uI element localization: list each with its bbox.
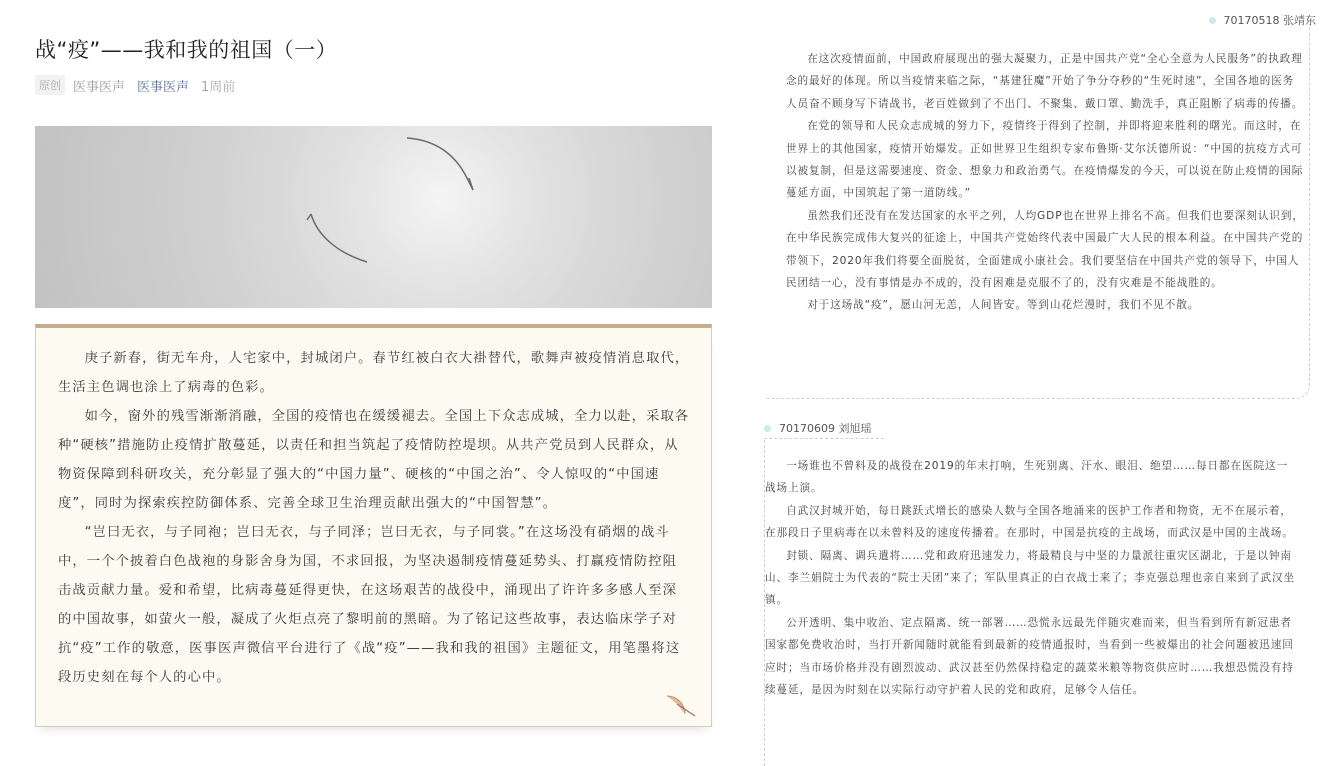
- article-meta: [35, 75, 235, 95]
- entry-header: [764, 420, 872, 436]
- account-link[interactable]: 医事医声: [137, 79, 190, 95]
- entry-paragraph: 公开透明、集中收治、定点隔离、统一部署……恐慌永远最先伴随灾难而来，但当看到所有新冠患者国家都免费收治时，当打开新闻随时就能看到最新的疫情通报时，当看到一些被爆出的社会问题被迅速回应时；当市场价格并没有剧烈波动、武汉甚至仍然保持稳定的蔬菜米粮等物资供应时……我想恐慌没有持续蔓延，是因为时刻在以实际行动守护着人民的党和政府，足够令人信任。: [765, 616, 1294, 697]
- entry-paragraph: 自武汉封城开始，每日跳跃式增长的感染人数与全国各地涌来的医护工作者和物资，无不在展示着，在那段日子里病毒在以未曾料及的速度传播着。在那时，中国是抗疫的主战场，而武汉是中国的主战场。: [765, 504, 1294, 540]
- entry-paragraph: 在这次疫情面前，中国政府展现出的强大凝聚力，正是中国共产党“全心全意为人民服务”的执政理念的最好的体现。所以当疫情来临之际，“基建狂魔”开始了争分夺秒的“生死时速”，全国各地的医务人员奋不顾身写下请战书，老百姓做到了不出门、不聚集、戴口罩、勤洗手，真正阻断了病毒的传播。: [786, 53, 1304, 110]
- article-title: 战“疫”——我和我的祖国（一）: [35, 38, 338, 62]
- entry-paragraph: 在党的领导和人民众志成城的努力下，疫情终于得到了控制，并即将迎来胜利的曙光。而这时，在世界上的其他国家，疫情开始爆发。正如世界卫生组织专家布鲁斯·艾尔沃德所说：“中国的抗疫方式可以被复制，但是这需要速度、资金、想象力和政治勇气。在疫情爆发的今天，可以说在防止疫情的国际蔓延方面，中国筑起了第一道防线。”: [786, 120, 1304, 200]
- student-entry-1: [766, 0, 1316, 400]
- essay-paragraph: 如今，窗外的残雪渐渐消融，全国的疫情也在缓缓褪去。全国上下众志成城，全力以赴，采取各种“硬核”措施防止疫情扩散蔓延，以责任和担当筑起了疫情防控堤坝。从共产党员到人民群众，从物资保障到科研攻关，充分彰显了强大的“中国力量”、硬核的“中国之治”、令人惊叹的“中国速度”，同时为探索疾控防御体系、完善全球卫生治理贡献出强大的“中国智慧”。: [58, 409, 690, 511]
- entry-paragraph: 封锁、隔离、调兵遣将……党和政府迅速发力，将最精良与中坚的力量派往重灾区湖北，于是以钟南山、李兰娟院士为代表的“院士天团”来了；军队里真正的白衣战士来了；李克强总理也亲自来到了武汉坐镇。: [765, 549, 1295, 607]
- author-name: 医事医声: [73, 79, 126, 95]
- student-entry-2: [764, 420, 1304, 766]
- entry-paragraph: 一场谁也不曾料及的战役在2019的年末打响，生死别离、汗水、眼泪、绝望……每日都在医院这一战场上演。: [765, 460, 1288, 495]
- entry-text: [765, 455, 1297, 701]
- banner-image: [35, 126, 712, 308]
- essay-paragraph: “岂曰无衣，与子同袍；岂曰无衣，与子同泽；岂曰无衣，与子同裳。”在这场没有硝烟的战斗中，一个个披着白色战袍的身影舍身为国，不求回报，为坚决遏制疫情蔓延势头、打赢疫情防控阻击战贡献力量。爱和希望，比病毒蔓延得更快，在这场艰苦的战役中，涌现出了许许多多感人至深的中国故事，如萤火一般，凝成了火炬点亮了黎明前的黑暗。为了铭记这些故事，表达临床学子对抗“疫”工作的敬意，医事医声微信平台进行了《战“疫”——我和我的祖国》主题征文，用笔墨将这段历史刻在每个人的心中。: [58, 525, 681, 685]
- banner-arcs-graphic: [35, 126, 712, 308]
- publish-time: 1周前: [201, 79, 236, 95]
- essay-paragraph: 庚子新春，街无车舟，人宅家中，封城闭户。春节红被白衣大褂替代，歌舞声被疫情消息取代，生活主色调也涂上了病毒的色彩。: [58, 351, 690, 395]
- student-id-name: 70170609 刘旭瑶: [779, 422, 872, 435]
- entry-box: [764, 440, 1305, 766]
- essay-body: [58, 344, 690, 692]
- fan-icon: [663, 682, 699, 718]
- entry-paragraph: 对于这场战“疫”，愿山河无恙，人间皆安。等到山花烂漫时，我们不见不散。: [807, 299, 1200, 312]
- entry-paragraph: 虽然我们还没有在发达国家的水平之列，人均GDP也在世界上排名不高。但我们也要深刻认识到，在中华民族完成伟大复兴的征途上，中国共产党始终代表中国最广大人民的根本利益。在中国共产党的带领下，2020年我们将要全面脱贫，全面建成小康社会。我们要坚信在中国共产党的领导下，中国人民团结一心，没有事情是办不成的，没有困难是克服不了的，没有灾难是不能战胜的。: [786, 209, 1304, 290]
- original-badge: 原创: [35, 75, 65, 95]
- bullet-dot-icon: [764, 425, 771, 432]
- essay-paper: [35, 324, 712, 727]
- entry-box: [766, 26, 1310, 399]
- entry-text: [786, 48, 1304, 317]
- student-id-name: 70170518 张靖东: [1223, 14, 1316, 27]
- bullet-dot-icon: [1209, 17, 1216, 24]
